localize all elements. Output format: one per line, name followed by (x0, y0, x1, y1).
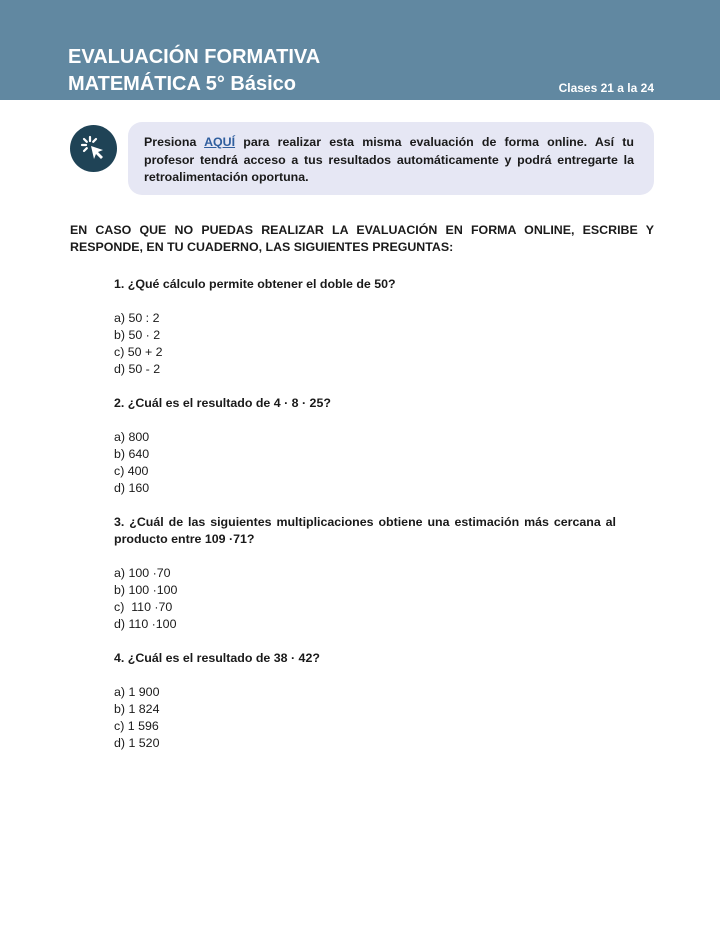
title-line-2: MATEMÁTICA 5° Básico (68, 73, 297, 95)
answer-option-c: c) 1 596 (114, 719, 159, 733)
answer-option-c: c) 110 ·70 (114, 600, 173, 614)
answer-option-d: d) 50 - 2 (114, 362, 161, 376)
question-2 (114, 395, 616, 497)
answer-option-d: d) 160 (114, 481, 150, 495)
answer-option-b: b) 1 824 (114, 702, 160, 716)
page-title (68, 44, 320, 98)
answer-option-d: d) 110 ·100 (114, 617, 177, 631)
clases-label: Clases 21 a la 24 (558, 81, 654, 95)
question-4 (114, 650, 616, 752)
questions-list (114, 276, 616, 769)
answer-option-a: a) 50 : 2 (114, 311, 160, 325)
answer-option-c: c) 400 (114, 464, 149, 478)
question-text: 3. ¿Cuál de las siguientes multiplicaciones obtiene una estimación más cercana al producto entre 109 ·71? (114, 515, 616, 546)
cursor-click-icon (70, 125, 117, 172)
answer-option-a: a) 100 ·70 (114, 566, 171, 580)
answer-option-b: b) 50 · 2 (114, 328, 161, 342)
question-text: 2. ¿Cuál es el resultado de 4 · 8 · 25? (114, 396, 331, 410)
page-header (0, 0, 720, 100)
question-text: 1. ¿Qué cálculo permite obtener el doble de 50? (114, 277, 396, 291)
question-text: 4. ¿Cuál es el resultado de 38 · 42? (114, 651, 320, 665)
answer-option-b: b) 100 ·100 (114, 583, 178, 597)
question-3 (114, 514, 616, 633)
answer-option-c: c) 50 + 2 (114, 345, 163, 359)
aqui-link[interactable]: AQUÍ (204, 135, 236, 149)
question-1 (114, 276, 616, 378)
answer-option-a: a) 800 (114, 430, 150, 444)
online-notice-text (144, 134, 634, 187)
instructions-text: EN CASO QUE NO PUEDAS REALIZAR LA EVALUACIÓN EN FORMA ONLINE, ESCRIBE Y RESPONDE, EN TU CUADERNO, LAS SIGUIENTES PREGUNTAS: (70, 223, 654, 254)
notice-text-after: para realizar esta misma evaluación de forma online. Así tu profesor tendrá acceso a tus resultados automáticamente y podrá entregarte la retroalimentación oportuna. (144, 135, 634, 184)
notice-text-before: Presiona (144, 135, 205, 149)
title-line-1: EVALUACIÓN FORMATIVA (68, 46, 321, 68)
answer-option-d: d) 1 520 (114, 736, 160, 750)
answer-option-b: b) 640 (114, 447, 150, 461)
answer-option-a: a) 1 900 (114, 685, 160, 699)
online-notice-box (128, 122, 654, 195)
